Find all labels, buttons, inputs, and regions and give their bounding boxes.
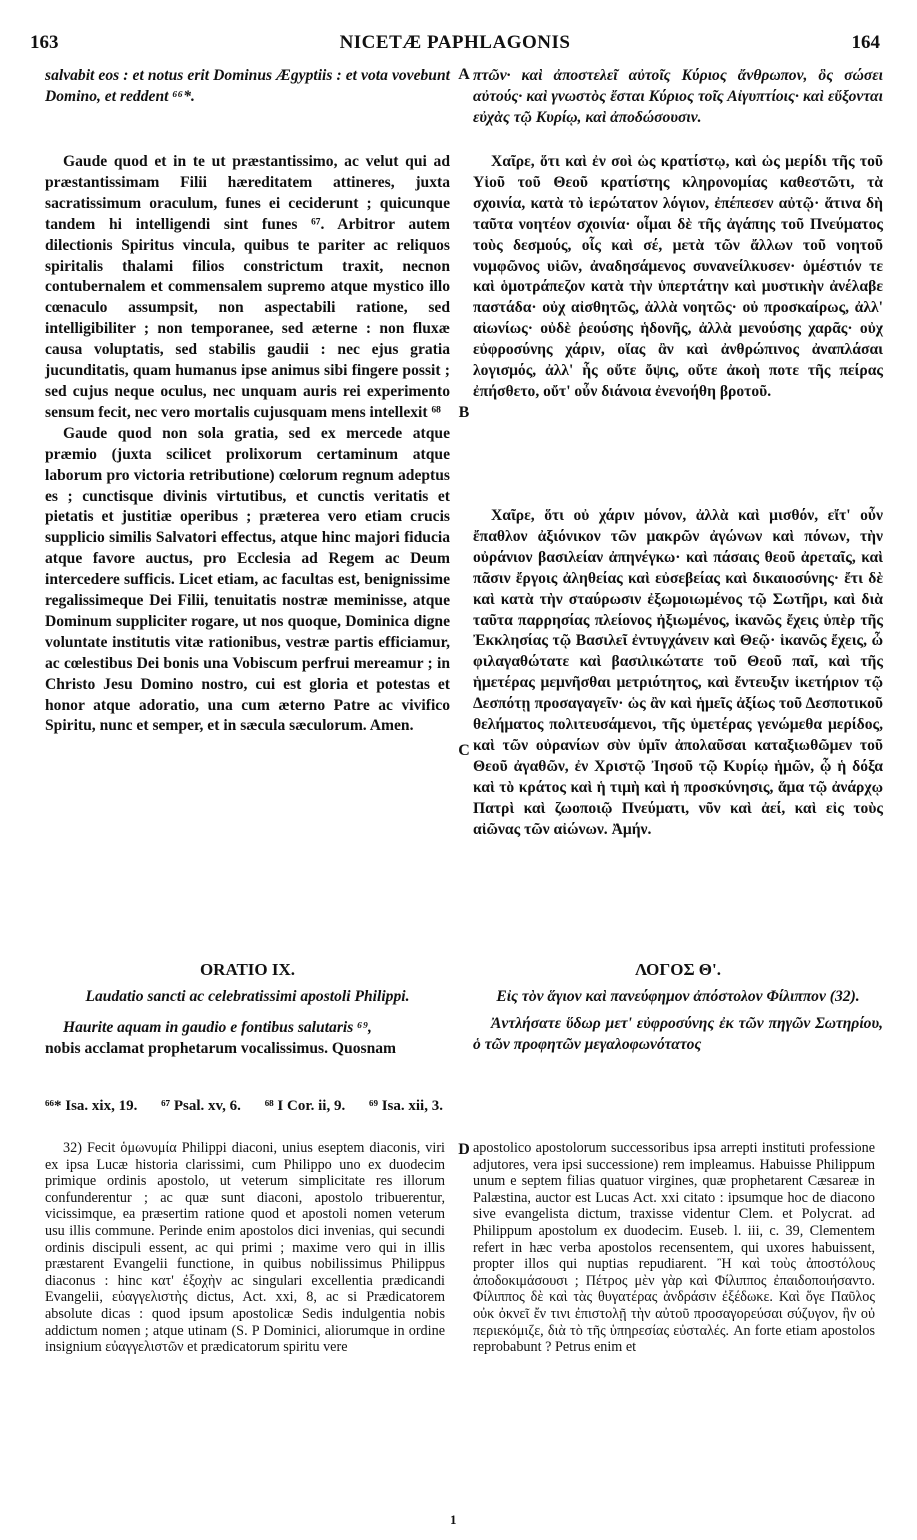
page-number-right: 164 <box>851 32 880 53</box>
footnote-left-text: 32) Fecit ὁμωνυμία Philippi diaconi, unius eseptem diaconis, viri ex ipsa Lucæ historia clarissimi, cum Philippo uno ex duodecim primique ordinis apostolo, ut veterum simplicitate res illorum confunderentur ; ac quæ sunt diaconi, apostolo tribuerentur, vicissimque, ea præsertim ratione quod et apostoli nomen veterum usu illis commune. Perinde enim apostolos dici invenias, qui secundi ordinis discipuli essent, ac qui primi ; maxime vero qui in illis præstarent Evangelii functione, in quibus nobilissimus Philippus diaconus : hinc κατ' ἐξοχὴν ac singulari excellentia prædicandi Evangelii, εὐαγγελιστὴς dictus, Act. xxi, 8, ac si Prædicatorem absolute dicas : quod ipsum apostolicæ Sedis indulgentia nobis addictum nomen ; atque utinam (S. P Dominici, aliorumque in ordine insignium εὐαγγελιστῶν et prædicatorum spiritu vere <box>45 1140 445 1356</box>
latin-paragraph-3a: Haurite aquam in gaudio e fontibus salutaris ⁶⁹, <box>63 1018 372 1036</box>
latin-column-top <box>45 66 450 108</box>
footnote-right <box>473 1140 875 1356</box>
latin-oratio-heading <box>45 960 450 1060</box>
scripture-references <box>45 1098 885 1115</box>
greek-column-top <box>473 66 883 129</box>
latin-paragraph-3b: nobis acclamat prophetarum vocalissimus. Quosnam <box>45 1039 397 1057</box>
latin-paragraph-1: Gaude quod et in te ut præstantissimo, ac velut qui ad præstantissimam Filii hæreditatem attineres, juxta sacratissimum oraculum, funes ei ceciderunt ; quicunque tandem hi intelligendi sint funes ⁶⁷. Arbitror autem dilectionis Spiritus vincula, quibus te pariter ac reliquos spiritalis thalami filios constrictum traxit, necnon contubernalem et commensalem supremo atque mystico illo cœnaculo assumpsit, non aspectabili ratione, sed intelligibiliter ; non temporanee, sed æterne : non fluxæ causa voluptatis, sed stabilis gaudii : nec ejus gratia jucunditatis, quam humanus ipse animus sibi fingere possit ; sed cujus neque oculus, nec unquam auris rei experimento sensum fecit, nec vero mortalis cujusquam mens intellexit ⁶⁸ <box>45 153 450 421</box>
greek-logos-subtitle: Εἰς τὸν ἅγιον καὶ πανεύφημον ἀπόστολον Φίλιππον (32). <box>496 987 860 1005</box>
running-header <box>30 32 880 56</box>
greek-column-body <box>473 152 883 403</box>
greek-paragraph-2: Χαῖρε, ὅτι οὐ χάριν μόνον, ἀλλὰ καὶ μισθόν, εἴτ' οὖν ἔπαθλον ἀξιόνικον τῶν μακρῶν ἀγώνων καὶ πόνων, τὴν οὐράνιον βασιλείαν ἀπηνέγκω· καὶ πάσαις θεοῦ ἀρεταῖς, καὶ πᾶσιν ἔργοις ἀληθείας καὶ εὐσεβείας καὶ δικαιοσύνης· ἔτι δὲ καὶ κατὰ τὴν σταύρωσιν ἐξωμοιωμένος τῷ Σωτῆρι, καὶ διὰ ταῦτα παρρησίας πλείονος ἠξιωμένος, ἱκανῶς ἔχεις ὑπὲρ τῆς Ἐκκλησίας τῷ Βασιλεῖ ἐντυγχάνειν καὶ Θεῷ· ἱκανῶς ἔχεις, ὦ φιλαγαθώτατε καὶ βασιλικώτατε τοῦ Θεοῦ παῖ, καὶ τῆς ἡμετέρας μεμνῆσθαι μετριότητος, καὶ ἔντευξιν ἱκετήριον τῷ Δεσπότῃ προσαγαγεῖν· ὡς ἂν καὶ ἡμεῖς ἀξίως τοῦ Δεσποτικοῦ θελήματος πολιτευσάμενοι, τῆς ὑμετέρας γενώμεθα μερίδος, καὶ τῶν οὐρανίων σὺν ὑμῖν ἀπολαῦσαι καταξιωθῶμεν τοῦ Θεοῦ ἀγαθῶν, ἐν Χριστῷ Ἰησοῦ τῷ Κυρίῳ ἡμῶν, ᾧ ἡ δόξα καὶ τὸ κράτος καὶ ἡ τιμὴ καὶ ἡ προσκύνησις, ἅμα τῷ ἀνάρχῳ Πατρὶ καὶ ζωοποιῷ Πνεύματι, νῦν καὶ ἀεί, καὶ εἰς τοὺς αἰῶνας τῶν αἰώνων. Ἀμήν. <box>473 507 883 838</box>
signature-mark: 1 <box>450 1512 457 1527</box>
latin-paragraph-0: salvabit eos : et notus erit Dominus Ægyptiis : et vota vovebunt Domino, et reddent ⁶⁶*. <box>45 67 450 105</box>
section-marker-d: D <box>458 1141 470 1158</box>
page-number-left: 163 <box>30 32 59 53</box>
running-title: NICETÆ PAPHLAGONIS <box>339 32 571 53</box>
latin-oratio-subtitle: Laudatio sancti ac celebratissimi apostoli Philippi. <box>85 987 410 1005</box>
section-marker-c: C <box>458 742 470 759</box>
greek-paragraph-1: Χαῖρε, ὅτι καὶ ἐν σοὶ ὡς κρατίστῳ, καὶ ὡς μερίδι τῆς τοῦ Υἱοῦ τοῦ Θεοῦ κρατίστης κληρονομίας καθεστῶτι, τὰ σχοινία, κατὰ τὸ ἱερώτατον λόγιον, ἐπέπεσεν αὐτῷ· ἅτινα δὴ ταῦτα νοητέον σχοινία· οἶμαι δὲ τῆς ἀγάπης τοῦ Πνεύματος τοὺς δεσμούς, οἷς καὶ σέ, μετὰ τῶν ἄλλων τοῦ νοητοῦ νυμφῶνος υἱῶν, ἀναδησάμενος συνανείλκυσεν· ὁμέστιόν τε καὶ ὁμοτράπεζον κατὰ τὴν ὑπερτάτην καὶ μυστικὴν ἀνέλαβε παστάδα· οὐχ αἰσθητῶς, ἀλλὰ νοητῶς· οὐ προσκαίρως, ἀλλ' αἰωνίως· οὐδὲ ῥεούσης ἡδονῆς, ἀλλὰ μενούσης χαρᾶς· οὐχ εὐφροσύνης χάριν, οἵας ἂν καὶ ἀνθρώπινος ἀναπλάσαι λογισμός, ἀλλ' ἧς οὔτε ὄψις, οὔτε ἀκοὴ ποτε τῆς πείρας ἐπήσθετο, οὔτ' οὖν διάνοια ἐνενοήθη βροτοῦ. <box>473 153 883 400</box>
section-marker-a: A <box>458 66 470 83</box>
greek-logos-title: ΛΟΓΟΣ Θ'. <box>634 960 722 979</box>
footnote-right-text: apostolico apostolorum successoribus ipsa arrepti instituti professione adjutores, vera ipsi successione) rem impleamus. Habuisse Philippum unum e septem filias quatuor virgines, quæ prophetarent Cæsareæ in Palæstina, auctor est Lucas Act. xxi citato : ipsumque hoc de diacono sive evangelista dictum, traxisse videntur Clem. et Polycrat. ad Philippum apostolum ex duodecim. Euseb. l. iii, c. 39, Clementem refert in hæc verba apostolos recensentem, qui uxores habuissent, propter illos qui nuptias repudiarent. Ἢ καὶ τοὺς ἀποστόλους ἀποδοκιμάσουσι ; Πέτρος μὲν γὰρ καὶ Φίλιππος ἐπαιδοποιήσαντο. Φίλιππος δὲ καὶ τὰς θυγατέρας ἀνδράσιν ἐξέδωκε. Καὶ ὅγε Παῦλος οὐκ ὀκνεῖ ἔν τινι ἐπιστολῇ τὴν αὐτοῦ προσαγορεύσαι σύζυγον, ἣν οὐ περιεκόμιζε, διὰ τὸ τῆς ὑπηρεσίας εὐσταλές. An forte etiam apostolos reprobabunt ? Petrus enim et <box>473 1140 875 1356</box>
latin-column-body <box>45 152 450 737</box>
reference-item: ⁶⁷ Psal. xv, 6. <box>161 1098 241 1114</box>
greek-paragraph-0: πτῶν· καὶ ἀποστελεῖ αὐτοῖς Κύριος ἄνθρωπον, ὃς σώσει αὐτούς· καὶ γνωστὸς ἔσται Κύριος τοῖς Αἰγυπτίοις· καὶ εὔξονται εὐχὰς τῷ Κυρίῳ, καὶ ἀποδώσουσιν. <box>473 67 883 126</box>
reference-item: ⁶⁸ I Cor. ii, 9. <box>264 1098 346 1114</box>
greek-paragraph-3: Ἀντλήσατε ὕδωρ μετ' εὐφροσύνης ἐκ τῶν πηγῶν Σωτηρίου, ὁ τῶν προφητῶν μεγαλοφωνότατος <box>473 1014 883 1053</box>
latin-oratio-title: ORATIO IX. <box>199 960 296 979</box>
section-marker-b: B <box>458 404 470 421</box>
reference-item: ⁶⁶* Isa. xix, 19. <box>45 1098 138 1114</box>
latin-paragraph-2: Gaude quod non sola gratia, sed ex mercede atque præmio (juxta scilicet prolixorum certaminum atque laborum pro victoria retributione) cœlorum regnum adeptus es ; cunctisque divinis virtutibus, et cunctis veritatis et pietatis et justitiæ operibus ; præterea vero etiam crucis supplicio similis Salvatori effectus, atque hinc majori fiducia atque favore auctus, pro Ecclesia ad Regem ac Deum intercedere sufficis. Licet etiam, ac facultas est, benignissime regalissimeque Dei Filii, tenuitatis nostræ meminisse, atque Dominum suppliciter rogare, ut nos quoque, Dominica digne voluntate institutis vitæ rationibus, vestræ partis efficiamur, ac cœlestibus Dei bonis una Vobiscum perfrui mereamur ; in Christo Jesu Domino nostro, cui est gloria et potestas et honor atque adoratio, una cum æterno Patre ac vivifico Spiritu, nunc et semper, et in sæcula sæculorum. Amen. <box>45 424 450 735</box>
greek-column-body-2 <box>473 506 883 841</box>
footnote-left <box>45 1140 445 1356</box>
reference-item: ⁶⁹ Isa. xii, 3. <box>368 1098 443 1114</box>
greek-logos-heading <box>473 960 883 1056</box>
